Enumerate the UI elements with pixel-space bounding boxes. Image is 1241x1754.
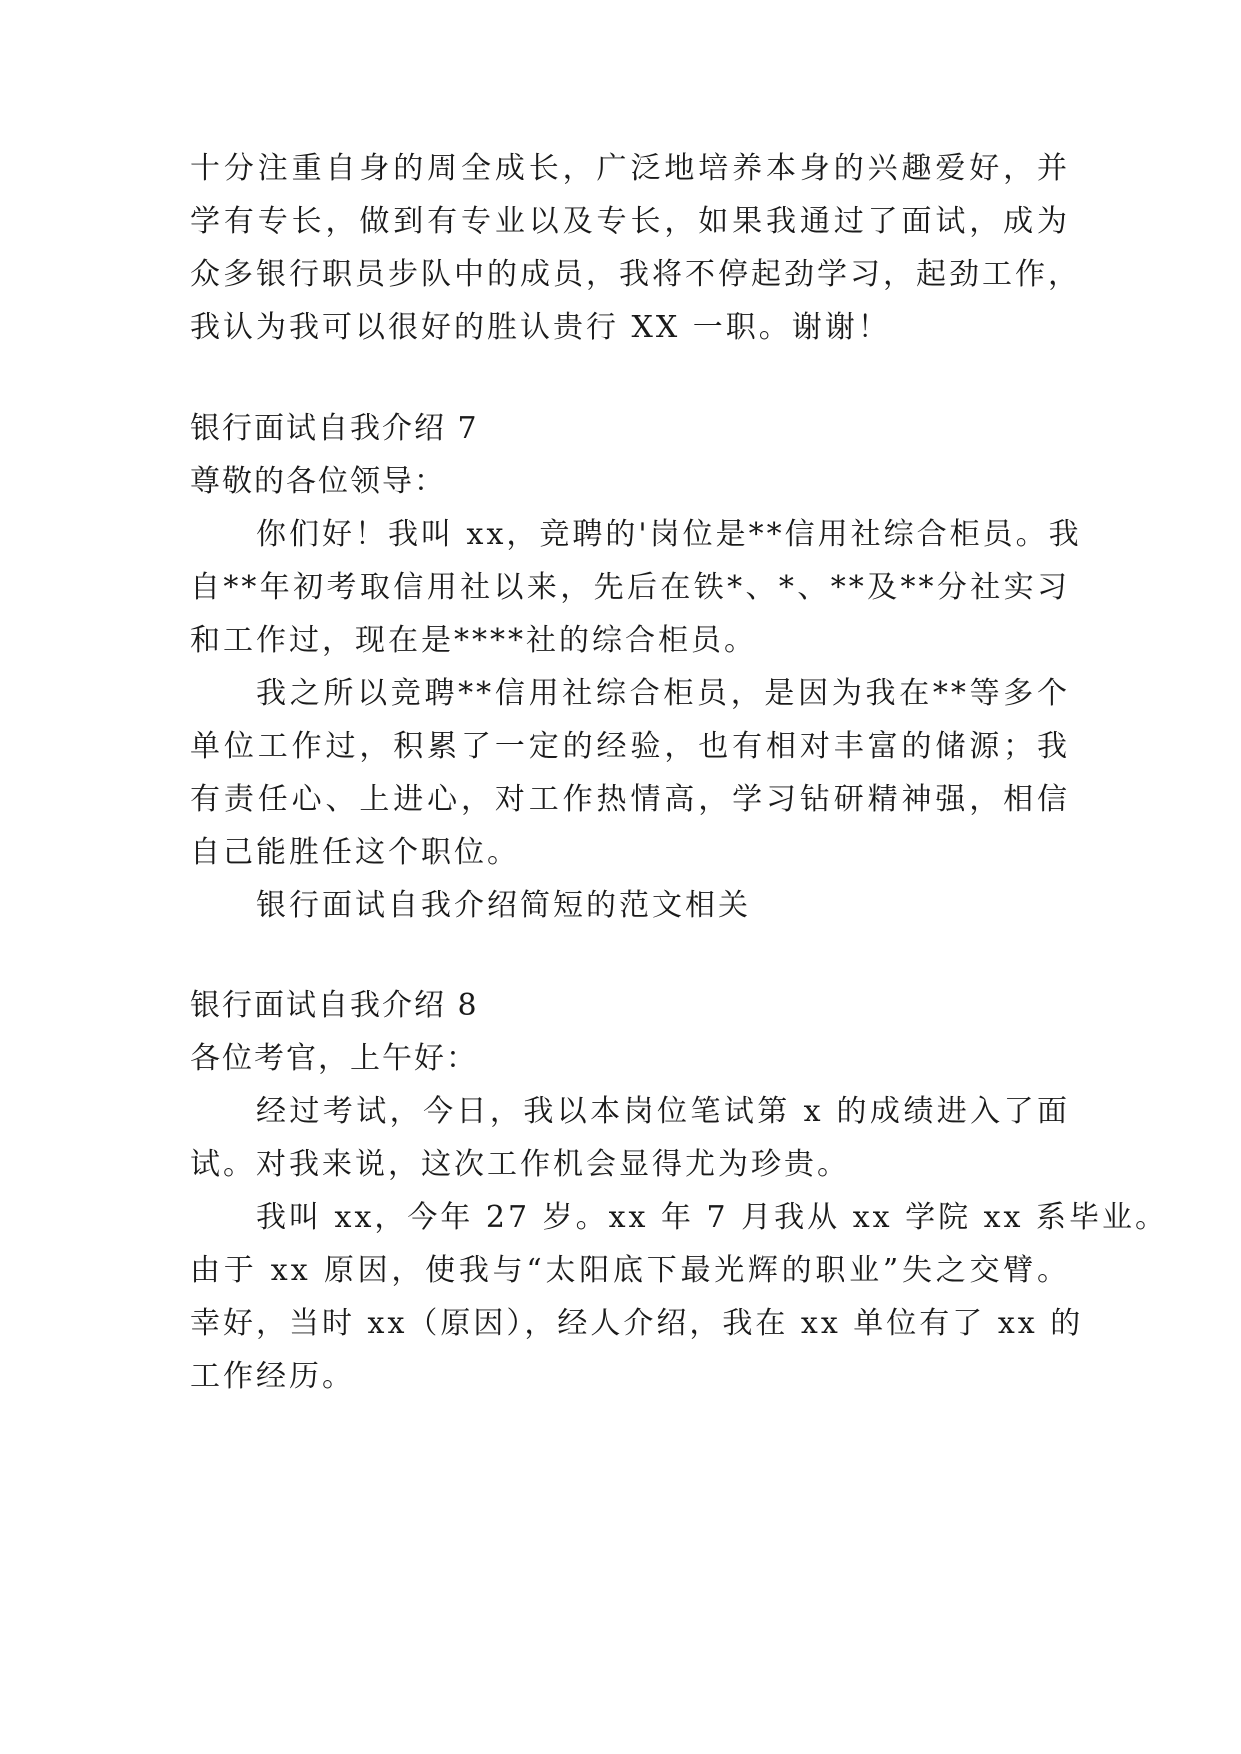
salutation: 各位考官，上午好： xyxy=(190,1041,478,1076)
paragraph-line: 学有专长，做到有专业以及专长，如果我通过了面试，成为 xyxy=(190,204,1070,239)
paragraph-line: 单位工作过，积累了一定的经验，也有相对丰富的储源；我 xyxy=(190,729,1070,764)
paragraph-line: 自己能胜任这个职位。 xyxy=(190,835,520,870)
salutation: 尊敬的各位领导： xyxy=(190,464,446,499)
paragraph-line: 工作经历。 xyxy=(190,1359,355,1394)
paragraph-line: 由于 xx 原因，使我与“太阳底下最光辉的职业”失之交臂。 xyxy=(190,1253,1070,1288)
paragraph-line: 十分注重自身的周全成长，广泛地培养本身的兴趣爱好，并 xyxy=(190,151,1070,186)
paragraph-line: 和工作过，现在是****社的综合柜员。 xyxy=(190,623,757,658)
paragraph-line: 有责任心、上进心，对工作热情高，学习钻研精神强，相信 xyxy=(190,782,1070,817)
paragraph-line: 众多银行职员步队中的成员，我将不停起劲学习，起劲工作， xyxy=(190,257,1081,292)
paragraph-line: 我认为我可以很好的胜认贵行 XX 一职。谢谢！ xyxy=(190,310,891,345)
paragraph-line: 经过考试，今日，我以本岗位笔试第 x 的成绩进入了面 xyxy=(256,1094,1070,1129)
paragraph-line: 试。对我来说，这次工作机会显得尤为珍贵。 xyxy=(190,1147,850,1182)
section-heading: 银行面试自我介绍 7 xyxy=(190,411,479,446)
paragraph-line: 我叫 xx，今年 27 岁。xx 年 7 月我从 xx 学院 xx 系毕业。 xyxy=(256,1200,1168,1235)
paragraph-line: 幸好，当时 xx（原因），经人介绍，我在 xx 单位有了 xx 的 xyxy=(190,1306,1084,1341)
paragraph-line: 自**年初考取信用社以来，先后在铁*、*、**及**分社实习 xyxy=(190,570,1070,605)
paragraph-line: 银行面试自我介绍简短的范文相关 xyxy=(256,888,751,923)
section-heading: 银行面试自我介绍 8 xyxy=(190,988,479,1023)
paragraph-line: 你们好！我叫 xx，竞聘的'岗位是**信用社综合柜员。我 xyxy=(256,517,1082,552)
paragraph-line: 我之所以竞聘**信用社综合柜员，是因为我在**等多个 xyxy=(256,676,1070,711)
